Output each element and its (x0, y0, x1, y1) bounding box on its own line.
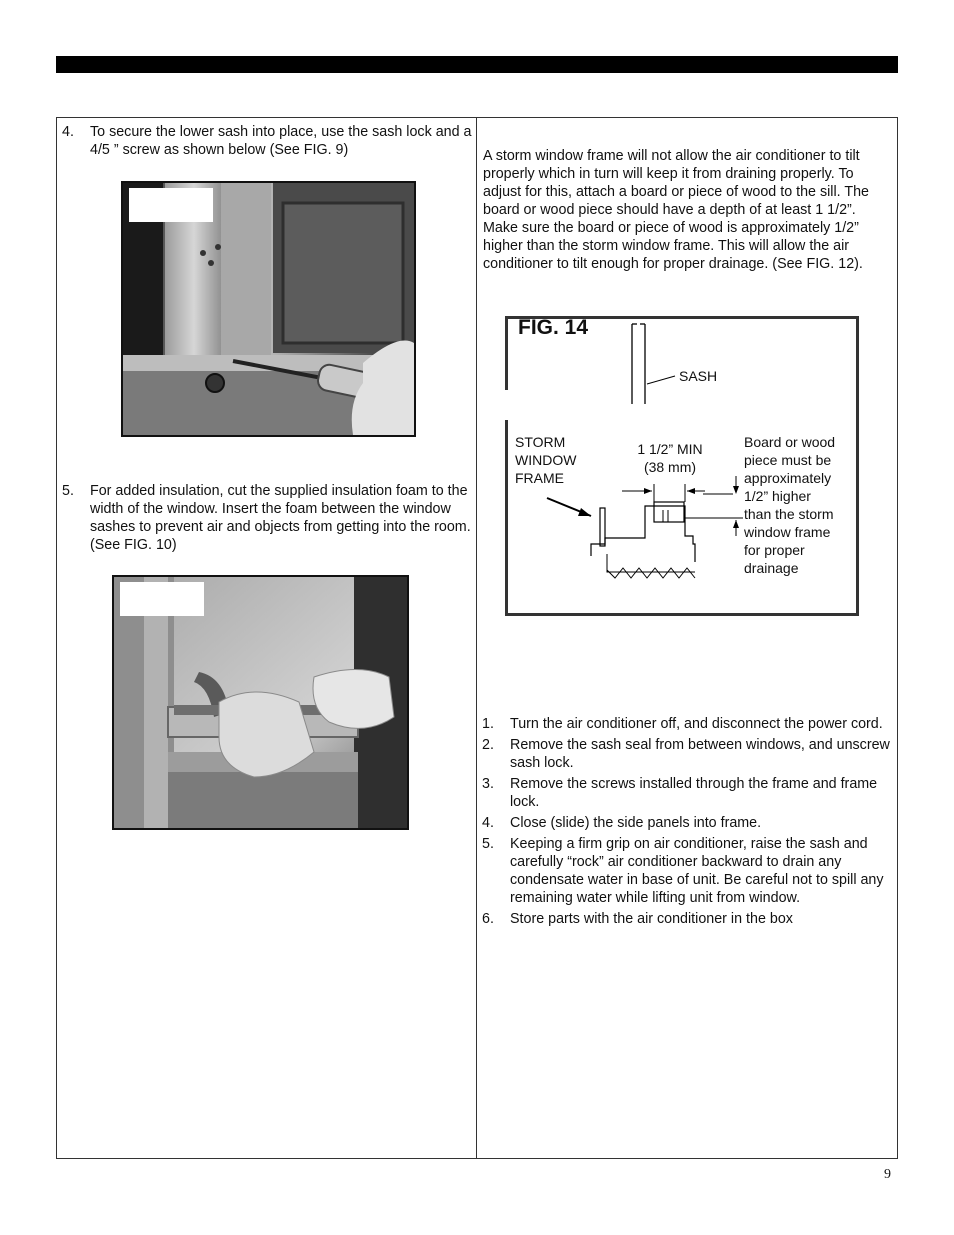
list-item: 1. Turn the air conditioner off, and disconnect the power cord. (482, 716, 883, 732)
board-note: Board or wood piece must be approximately 1/2” higher than the storm window frame for proper drainage (744, 434, 836, 576)
photo-label-box (129, 188, 213, 222)
foam-insulation-photo (112, 575, 409, 830)
removal-steps-list (482, 715, 894, 931)
list-item: 2. Remove the sash seal from between windows, and unscrew sash lock. (482, 737, 890, 771)
step-5-text: For added insulation, cut the supplied insulation foam to the width of the window. Insert the foam between the window sashes to prevent air and objects from getting into the room. (See FIG. 10) (90, 483, 471, 553)
list-item: 5. Keeping a firm grip on air conditioner, raise the sash and carefully “rock” air conditioner backward to drain any condensate water in base of unit. Be careful not to spill any remaining water while lifting unit from window. (482, 836, 884, 906)
list-item: 6. Store parts with the air conditioner in the box (482, 911, 793, 927)
header-bar (56, 56, 898, 73)
column-divider (476, 117, 477, 1159)
step-4 (62, 123, 474, 159)
page-number: 9 (884, 1167, 891, 1182)
storm-window-paragraph: A storm window frame will not allow the air conditioner to tilt properly which in turn will keep it from draining properly. To adjust for this, attach a board or piece of wood to the sill. The board or wood piece should have a depth of at least 1 1/2”. Make sure the board or piece of wood is approximately 1/2” higher than the storm window frame. This will allow the air conditioner to tilt enough for proper drainage. (See FIG. 12). (483, 148, 869, 272)
min-depth-label: 1 1/2” MIN (38 mm) (637, 441, 703, 475)
step-4-number: 4. (62, 124, 74, 140)
sash-label: SASH (679, 368, 718, 384)
fig-14-title: FIG. 14 (518, 316, 589, 339)
list-item: 3. Remove the screws installed through the frame and frame lock. (482, 776, 878, 810)
storm-window-frame-label: STORM WINDOW FRAME (515, 434, 577, 486)
step-5 (62, 482, 474, 554)
step-4-text: To secure the lower sash into place, use the sash lock and a 4/5 ” screw as shown below (See FIG. 9) (90, 124, 472, 158)
list-item: 4. Close (slide) the side panels into frame. (482, 815, 762, 831)
sash-lock-photo (121, 181, 416, 437)
photo-label-box (120, 582, 204, 616)
step-5-number: 5. (62, 483, 74, 499)
